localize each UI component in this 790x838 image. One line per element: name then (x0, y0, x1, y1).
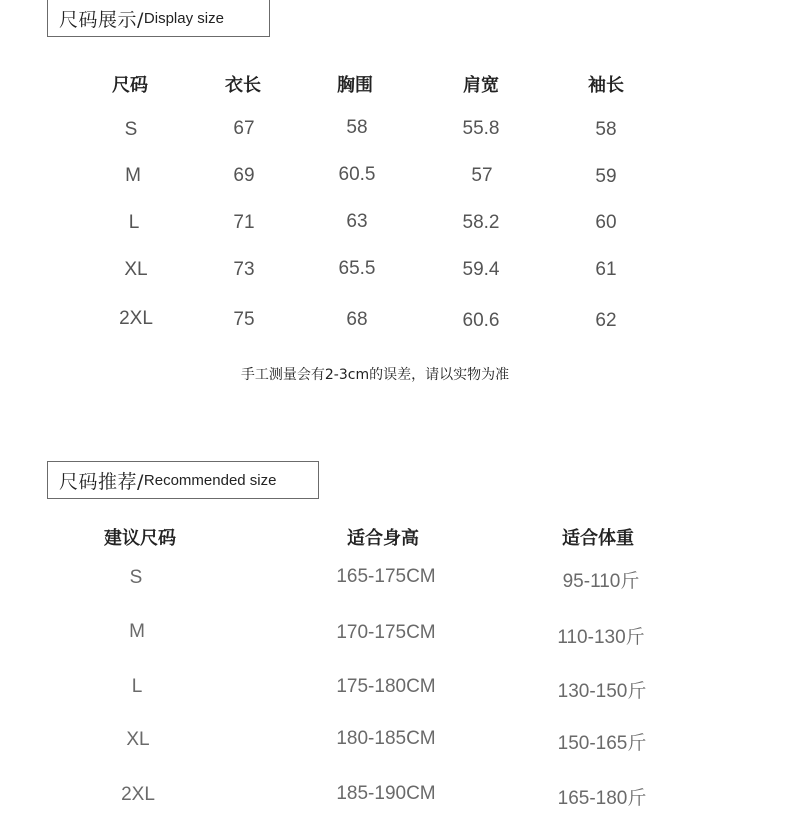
table-cell: 60.5 (338, 164, 376, 185)
header-sleeve: 袖长 (588, 75, 624, 96)
header-weight: 适合体重 (562, 528, 634, 549)
table-cell: 57 (471, 165, 493, 186)
table-cell: 69 (233, 165, 255, 186)
table-cell: 63 (346, 211, 368, 232)
table-cell: 62 (595, 310, 617, 331)
table-cell: 2XL (121, 784, 155, 805)
table-cell: 130-150斤 (557, 681, 647, 702)
table-cell: S (129, 567, 143, 588)
recommended-size-title-en: Recommended size (143, 471, 277, 489)
table-cell: 55.8 (462, 118, 500, 139)
table-cell: 175-180CM (336, 676, 436, 697)
table-cell: L (131, 676, 143, 697)
table-cell: S (124, 119, 138, 140)
recommended-size-title (47, 461, 319, 499)
header-shoulder: 肩宽 (463, 75, 499, 96)
measurement-note: 手工测量会有2-3cm的误差，请以实物为准 (240, 367, 510, 383)
display-size-title-en: Display size (143, 9, 224, 27)
table-cell: 59.4 (462, 259, 500, 280)
table-cell: 60.6 (462, 310, 500, 331)
table-cell: 75 (233, 309, 255, 330)
table-cell: L (128, 212, 140, 233)
table-cell: 73 (233, 259, 255, 280)
display-size-title-cn: 尺码展示/ (59, 8, 144, 31)
table-cell: 165-180斤 (557, 788, 647, 809)
table-cell: 58.2 (462, 212, 500, 233)
header-length: 衣长 (225, 75, 261, 96)
table-cell: 58 (595, 119, 617, 140)
table-cell: 68 (346, 309, 368, 330)
table-cell: 2XL (119, 308, 153, 329)
recommended-size-title-cn: 尺码推荐/ (59, 470, 144, 493)
table-cell: 65.5 (338, 258, 376, 279)
table-cell: 95-110斤 (562, 571, 640, 592)
table-cell: 185-190CM (336, 783, 436, 804)
table-cell: 71 (233, 212, 255, 233)
table-cell: XL (126, 729, 150, 750)
table-cell: M (125, 165, 141, 186)
table-cell: 59 (595, 166, 617, 187)
table-cell: 165-175CM (336, 566, 436, 587)
table-cell: 170-175CM (336, 622, 436, 643)
table-cell: M (129, 621, 145, 642)
header-size: 尺码 (112, 75, 148, 96)
table-cell: XL (124, 259, 148, 280)
display-size-title (47, 0, 270, 37)
table-cell: 180-185CM (336, 728, 436, 749)
table-cell: 61 (595, 259, 617, 280)
table-cell: 58 (346, 117, 368, 138)
table-cell: 150-165斤 (557, 733, 647, 754)
header-height: 适合身高 (347, 528, 419, 549)
header-chest: 胸围 (337, 75, 373, 96)
header-recommended-size: 建议尺码 (104, 528, 176, 549)
table-cell: 67 (233, 118, 255, 139)
table-cell: 110-130斤 (557, 627, 645, 648)
table-cell: 60 (595, 212, 617, 233)
